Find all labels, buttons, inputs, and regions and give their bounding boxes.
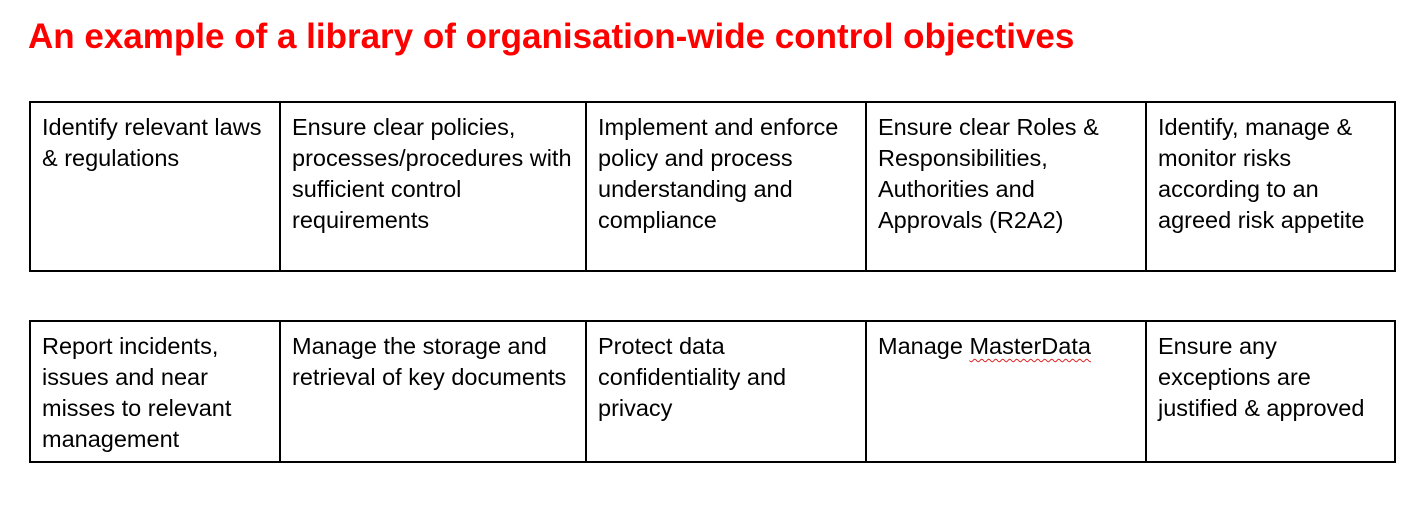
control-objectives-table-1 [29,101,1396,272]
table-row [30,102,1395,271]
control-objectives-table-2 [29,320,1396,463]
objective-manage-risks: Identify, manage & monitor risks according to an agreed risk appetite [1146,102,1395,271]
objective-protect-data: Protect data confidentiality and privacy [586,321,866,462]
objective-identify-laws: Identify relevant laws & regulations [30,102,280,271]
objective-report-incidents: Report incidents, issues and near misses to relevant management [30,321,280,462]
objective-enforce-policy: Implement and enforce policy and process understanding and compliance [586,102,866,271]
objective-clear-policies: Ensure clear policies, processes/procedures with sufficient control requirements [280,102,586,271]
objective-manage-masterdata [866,321,1146,462]
spellcheck-flagged-word[interactable]: MasterData [969,333,1091,359]
objective-manage-storage: Manage the storage and retrieval of key documents [280,321,586,462]
page-title: An example of a library of organisation-wide control objectives [28,17,1075,56]
masterdata-prefix: Manage [878,333,970,359]
objective-roles-responsibilities: Ensure clear Roles & Responsibilities, Authorities and Approvals (R2A2) [866,102,1146,271]
objective-exceptions-approved: Ensure any exceptions are justified & approved [1146,321,1395,462]
table-row [30,321,1395,462]
